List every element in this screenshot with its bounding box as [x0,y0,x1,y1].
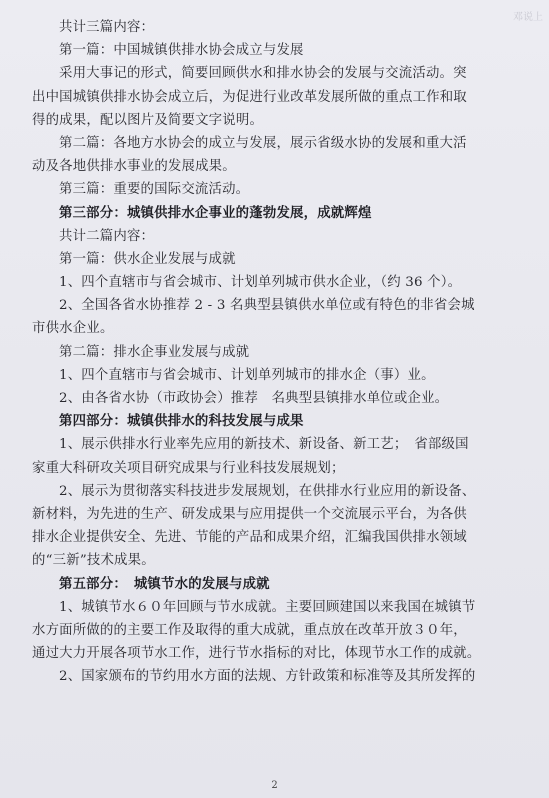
text-line: 第二篇：排水企事业发展与成就 [59,344,250,360]
text-line: 出中国城镇供排水协会成立后，为促进行业改革发展所做的重点工作和取 [32,89,467,105]
section-heading: 第五部分： 城镇节水的发展与成就 [59,575,270,592]
bleed-through-text: 邓说上 [513,12,543,23]
text-line: 的“三新”技术成果。 [32,553,155,569]
text-line: 2、国家颁布的节约用水方面的法规、方针政策和标准等及其所发挥的 [59,669,476,685]
text-line: 1、四个直辖市与省会城市、计划单列城市供水企业，（约 36 个）。 [59,275,462,291]
section-heading: 第三部分：城镇供排水企事业的蓬勃发展，成就辉煌 [59,204,372,221]
text-line: 2、由各省水协（市政协会）推荐 名典型县镇排水单位或企业。 [59,391,449,406]
page-number: 2 [271,780,278,791]
text-line: 市供水企业。 [32,321,114,337]
text-line: 得的成果，配以图片及简要文字说明。 [32,112,264,128]
text-line: 1、四个直辖市与省会城市、计划单列城市的排水企（事）业。 [59,367,435,383]
text-line: 新材料，为先进的生产、研发成果与应用提供一个交流展示平台，为各供 [32,506,467,522]
text-line: 通过大力开展各项节水工作，进行节水指标的对比，体现节水工作的成就。 [32,646,481,662]
text-line: 排水企业提供安全、先进、节能的产品和成果介绍，汇编我国供排水领域 [32,530,467,546]
text-line: 1、城镇节水６０年回顾与节水成就。主要回顾建国以来我国在城镇节 [59,599,476,615]
section-heading: 第四部分：城镇供排水的科技发展与成果 [59,413,304,430]
document-body [32,16,537,688]
text-line: 水方面所做的的主要工作及取得的重大成就，重点放在改革开放３０年， [32,622,467,638]
text-line: 共计三篇内容： [59,20,155,35]
text-line: 1、展示供排水行业率先应用的新技术、新设备、新工艺； 省部级国 [59,437,469,453]
text-line: 2、全国各省水协推荐 2 - 3 名典型县镇供水单位或有特色的非省会城 [59,298,475,314]
text-line: 动及各地供排水事业的发展成果。 [32,159,236,175]
text-line: 第一篇：中国城镇供排水协会成立与发展 [59,43,304,59]
text-line: 家重大科研攻关项目研究成果与行业科技发展规划； [32,460,345,476]
text-line: 第二篇：各地方水协会的成立与发展，展示省级水协的发展和重大活 [59,135,467,151]
text-line: 第一篇：供水企业发展与成就 [59,251,236,267]
text-line: 采用大事记的形式，简要回顾供水和排水协会的发展与交流活动。突 [59,66,467,82]
text-line: 第三篇：重要的国际交流活动。 [59,182,250,198]
text-line: 2、展示为贯彻落实科技进步发展规划，在供排水行业应用的新设备、 [59,483,476,499]
text-line: 共计二篇内容： [59,228,155,244]
